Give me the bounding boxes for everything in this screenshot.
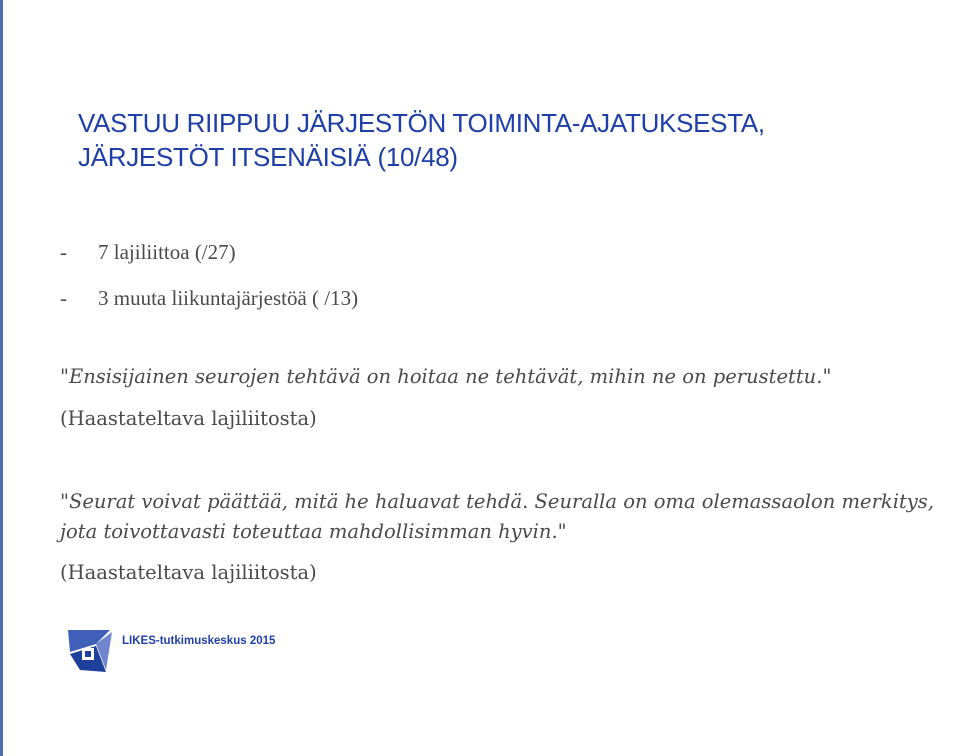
quote-text: "Ensisijainen seurojen tehtävä on hoitaa ne tehtävät, mihin ne on perustettu." [60, 365, 832, 388]
quote-text: "Seurat voivat päättää, mitä he haluavat tehdä. Seuralla on oma olemassaolon merkitys, jota toivottavasti toteuttaa mahdollisimman hyvin." [60, 490, 935, 543]
bullet-item [60, 236, 358, 282]
bullet-text: 3 muuta liikuntajärjestöä ( /13) [98, 286, 359, 310]
slide-title [78, 106, 938, 174]
bullet-list [60, 236, 358, 328]
footer-text: LIKES-tutkimuskeskus 2015 [122, 635, 276, 647]
bullet-marker: - [60, 286, 67, 310]
quote-attribution: (Haastateltava lajiliitosta) [60, 561, 317, 584]
slide-title-line-2: JÄRJESTÖT ITSENÄISIÄ (10/48) [78, 142, 458, 172]
slide-title-line-1: VASTUU RIIPPUU JÄRJESTÖN TOIMINTA-AJATUKSESTA, [78, 108, 765, 138]
left-edge-rule [0, 0, 3, 756]
bullet-item [60, 282, 358, 328]
quote-attribution: (Haastateltava lajiliitosta) [60, 407, 317, 430]
bullet-marker: - [60, 240, 67, 264]
bullet-text: 7 lajiliittoa (/27) [98, 240, 236, 264]
likes-logo-icon [66, 626, 114, 674]
